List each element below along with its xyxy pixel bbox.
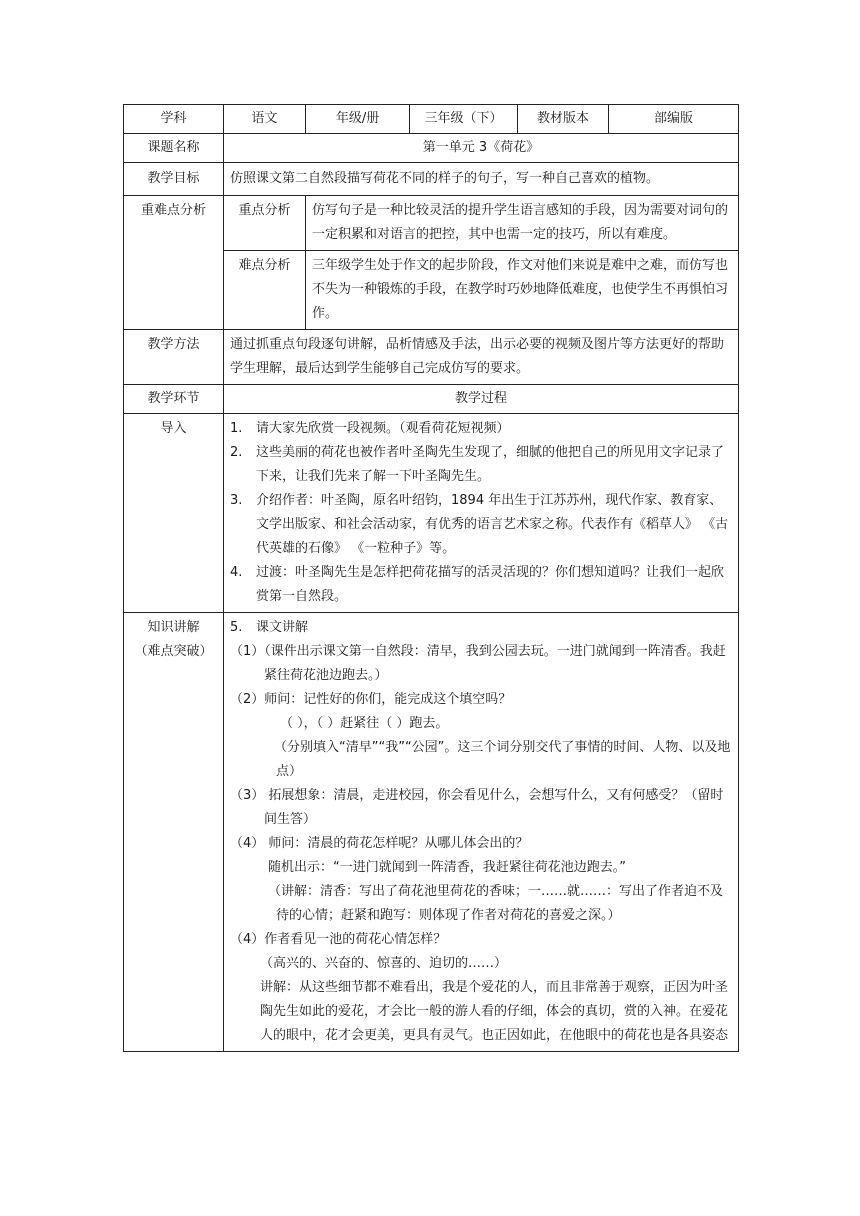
analysis-label: 重难点分析 — [124, 196, 224, 330]
difficult-analysis-value: 三年级学生处于作文的起步阶段，作文对他们来说是难中之难，而仿写也不失为一种锻炼的手段，在教学时巧妙地降低难度，也使学生不再惧怕习作。 — [312, 258, 729, 321]
knowledge-label: 知识讲解 — [147, 620, 200, 635]
knowledge-p5: （4）作者看见一池的荷花心情怎样？ — [230, 932, 447, 947]
knowledge-p4-note: （讲解：清香：写出了荷花池里荷花的香味；一……就……：写出了作者迫不及待的心情；赶紧和跑写：则体现了作者对荷花的喜爱之深。） — [268, 884, 724, 923]
lesson-plan-table — [123, 104, 739, 1052]
knowledge-p4-show: 随机出示：“一进门就闻到一阵清香，我赶紧往荷花池边跑去。” — [268, 860, 626, 875]
knowledge-row — [124, 613, 739, 1052]
key-analysis-label: 重点分析 — [224, 196, 306, 251]
intro-label: 导入 — [124, 414, 224, 613]
subject-label: 学科 — [124, 105, 224, 134]
process-header-value: 教学过程 — [224, 385, 739, 414]
edition-value: 部编版 — [609, 105, 739, 134]
method-label: 教学方法 — [124, 330, 224, 385]
knowledge-p2-blank: （ ），（ ）赶紧往（ ）跑去。 — [280, 716, 449, 731]
knowledge-p4: （4） 师问：清晨的荷花怎样呢？从哪儿体会出的？ — [230, 836, 529, 851]
knowledge-p5-answer: （高兴的、兴奋的、惊喜的、迫切的……） — [260, 956, 508, 971]
key-analysis-row — [124, 196, 739, 251]
list-item: 1. 请大家先欣赏一段视频。（观看荷花短视频） — [230, 421, 510, 436]
key-analysis-value: 仿写句子是一种比较灵活的提升学生语言感知的手段，因为需要对词句的一定积累和对语言的把控，其中也需一定的技巧，所以有难度。 — [312, 203, 729, 242]
knowledge-p1: （1）（课件出示课文第一自然段：清早，我到公园去玩。一进门就闻到一阵清香。我赶紧往荷花池边跑去。） — [230, 644, 726, 683]
knowledge-content — [224, 613, 738, 1051]
knowledge-p2-note: （分别填入“清早”“我”“公园”。这三个词分别交代了事情的时间、人物、以及地点） — [274, 740, 731, 779]
grade-label: 年级/册 — [306, 105, 410, 134]
intro-list — [230, 417, 732, 609]
process-stage-label: 教学环节 — [124, 385, 224, 414]
goal-value: 仿照课文第二自然段描写荷花不同的样子的句子，写一种自己喜欢的植物。 — [230, 171, 660, 186]
topic-value: 第一单元 3《荷花》 — [224, 134, 739, 163]
header-row — [124, 105, 739, 134]
intro-row — [124, 414, 739, 613]
knowledge-sublabel: （难点突破） — [134, 644, 213, 659]
process-header-row — [124, 385, 739, 414]
list-item: 5. 课文讲解 — [230, 620, 309, 635]
grade-value: 三年级（下） — [410, 105, 518, 134]
topic-label: 课题名称 — [124, 134, 224, 163]
lesson-plan-page — [123, 104, 738, 1052]
subject-value: 语文 — [224, 105, 306, 134]
list-item: 3. 介绍作者：叶圣陶，原名叶绍钧，1894 年出生于江苏苏州，现代作家、教育家、文学出版家、和社会活动家，有优秀的语言艺术家之称。代表作有《稻草人》 《古代英雄的石像》 《一粒种子》等。 — [230, 493, 729, 556]
topic-row — [124, 134, 739, 163]
edition-label: 教材版本 — [518, 105, 609, 134]
goal-label: 教学目标 — [124, 163, 224, 196]
knowledge-p3: （3） 拓展想象：清晨，走进校园，你会看见什么，会想写什么，又有何感受？（留时间生答） — [230, 788, 724, 827]
list-item: 2. 这些美丽的荷花也被作者叶圣陶先生发现了，细腻的他把自己的所见用文字记录了下来，让我们先来了解一下叶圣陶先生。 — [230, 445, 725, 484]
difficult-analysis-label: 难点分析 — [224, 251, 306, 330]
list-item: 4. 过渡：叶圣陶先生是怎样把荷花描写的活灵活现的？你们想知道吗？让我们一起欣赏第一自然段。 — [230, 565, 725, 604]
goal-row — [124, 163, 739, 196]
knowledge-p5-note: 讲解：从这些细节都不难看出，我是个爱花的人，而且非常善于观察，正因为叶圣陶先生如此的爱花，才会比一般的游人看的仔细，体会的真切，赏的入神。在爱花人的眼中，花才会更美，更具有灵气。也正因如此，在他眼中的荷花也是各具姿态 — [260, 980, 729, 1043]
method-value: 通过抓重点句段逐句讲解，品析情感及手法，出示必要的视频及图片等方法更好的帮助学生理解，最后达到学生能够自己完成仿写的要求。 — [230, 337, 725, 376]
method-row — [124, 330, 739, 385]
knowledge-p2: （2）师问：记性好的你们，能完成这个填空吗？ — [230, 692, 512, 707]
